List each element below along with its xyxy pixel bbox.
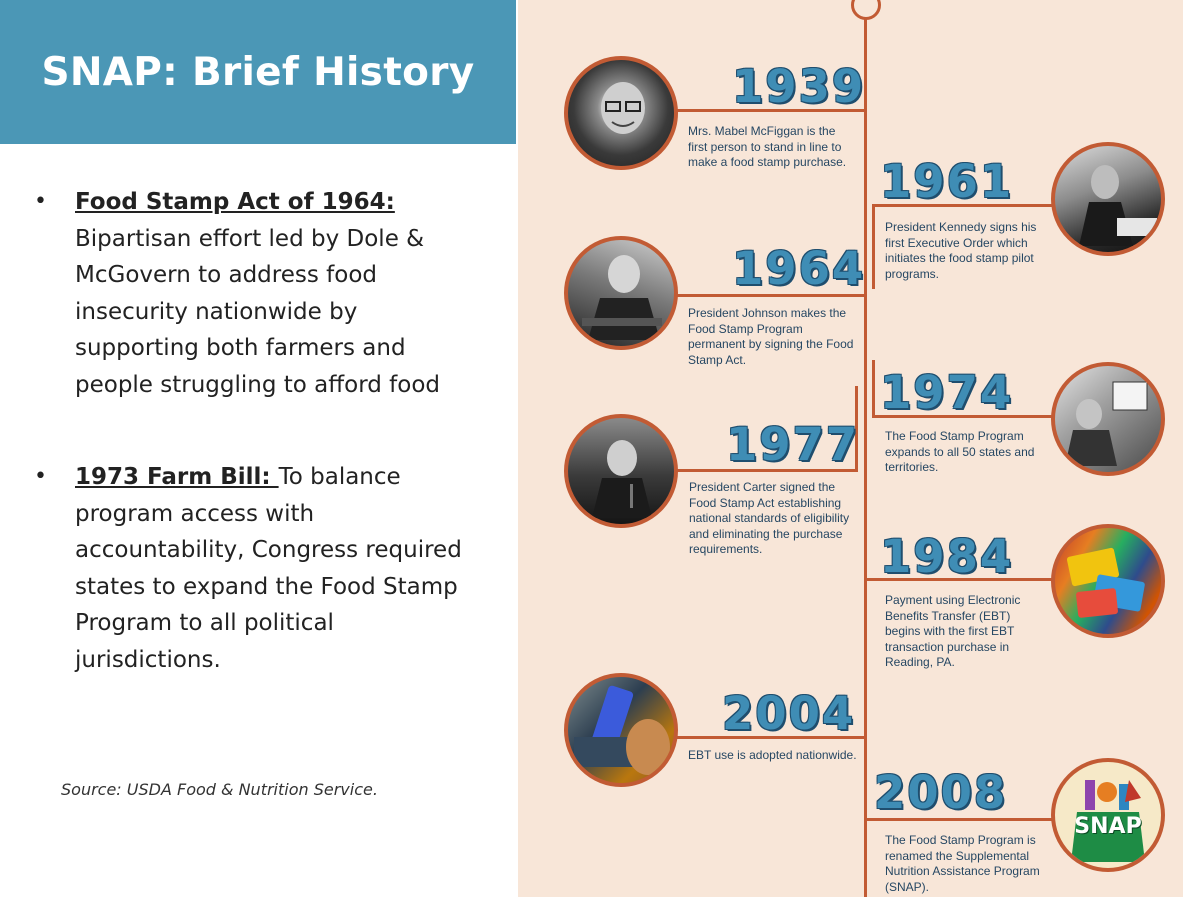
desc-1961: President Kennedy signs his first Executive Order which initiates the food stamp pilot programs. [885,220,1037,281]
year-1984: 1984 [880,530,1014,583]
snap-logo [1051,758,1165,872]
carter-speaking-photo [564,414,678,528]
timeline-start-marker [851,0,881,20]
bullet-list [34,184,474,734]
signing-icon [1055,146,1161,252]
food-stamp-poster-photo [1051,362,1165,476]
desc-1977: President Carter signed the Food Stamp Act establishing national standards of eligibility and eliminating the purchase requirements. [689,480,850,556]
desc-1984: Payment using Electronic Benefits Transfer (EBT) begins with the first EBT transaction purchase in Reading, PA. [885,593,1021,669]
poster-icon [1055,366,1161,472]
kennedy-signing-photo [1051,142,1165,256]
bullet-farm-bill [34,459,474,678]
signing-icon [568,240,674,346]
card-swipe-photo [564,673,678,787]
year-1961: 1961 [880,155,1014,208]
card-reader-icon [568,677,674,783]
year-2004: 2004 [722,687,856,740]
portrait-icon [568,60,674,166]
bullet-text: To balance program access with accountability, Congress required states to expand the Food Stamp Program to all political jurisdictions. [75,464,462,673]
desc-2008: The Food Stamp Program is renamed the Supplemental Nutrition Assistance Program (SNAP). [885,833,1040,894]
bullet-food-stamp-act [34,184,474,403]
desc-1964: President Johnson makes the Food Stamp Program permanent by signing the Food Stamp Act. [688,306,854,367]
bullet-dot: • [34,189,47,214]
connector-1961-drop [872,204,875,289]
connector-1974-riser [872,360,875,418]
bullet-text: Bipartisan effort led by Dole & McGovern to address food insecurity nationwide by supporting both farmers and people struggling to afford food [75,225,440,398]
year-1974: 1974 [880,366,1014,419]
timeline-axis-line [864,18,867,897]
speaker-icon [568,418,674,524]
bullet-dot: • [34,464,47,489]
year-1939: 1939 [732,60,866,113]
year-2008: 2008 [874,766,1008,819]
desc-1974: The Food Stamp Program expands to all 50 states and territories. [885,429,1035,474]
year-1964: 1964 [732,242,866,295]
johnson-signing-photo [564,236,678,350]
cards-icon [1055,528,1161,634]
ebt-cards-photo [1051,524,1165,638]
desc-2004: EBT use is adopted nationwide. [688,748,857,762]
title-banner [0,0,516,144]
timeline-panel [518,0,1183,897]
year-1977: 1977 [726,418,860,471]
source-note: Source: USDA Food & Nutrition Service. [61,780,378,799]
desc-1939: Mrs. Mabel McFiggan is the first person to stand in line to make a food stamp purchase. [688,124,847,169]
slide-title: SNAP: Brief History [41,50,475,95]
bullet-lead: Food Stamp Act of 1964: [75,189,395,215]
snap-logo-text: SNAP [1074,814,1142,839]
bullet-lead: 1973 Farm Bill: [75,464,279,490]
woman-portrait-photo [564,56,678,170]
